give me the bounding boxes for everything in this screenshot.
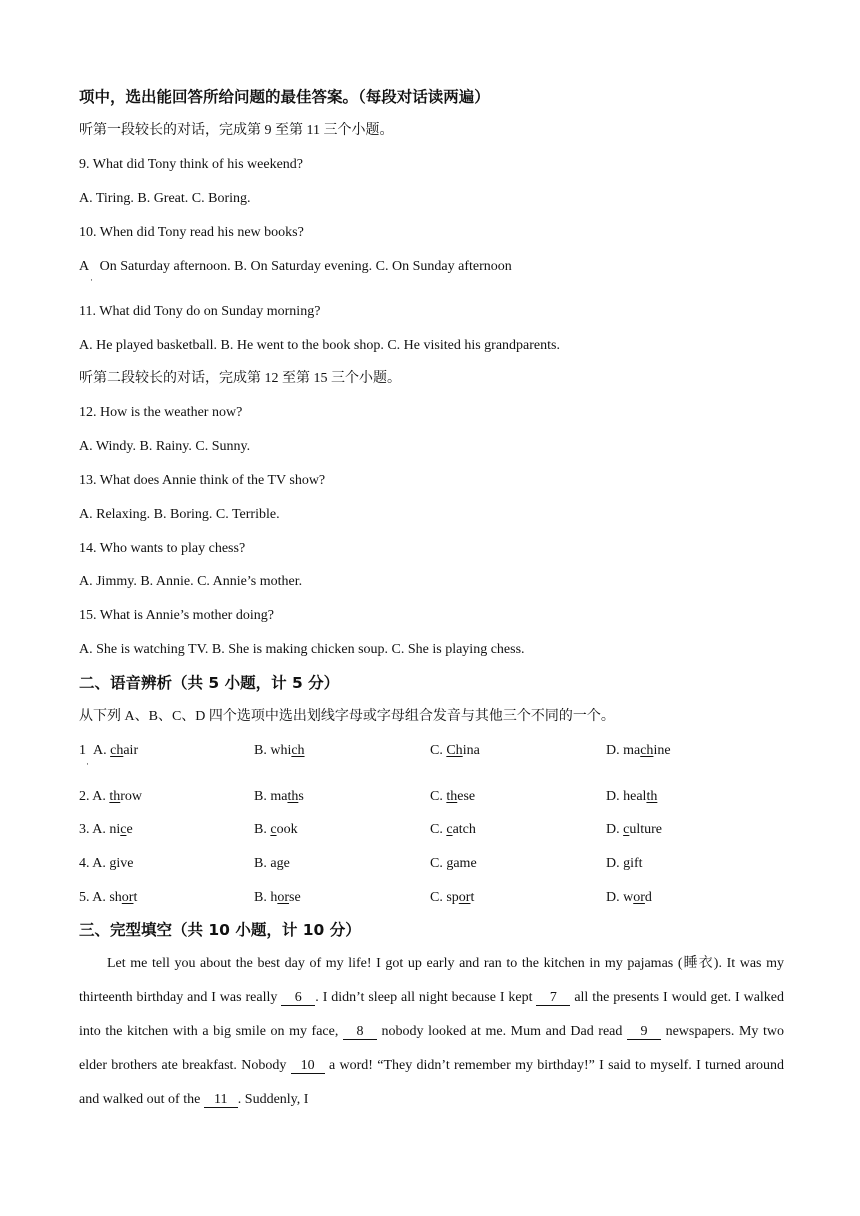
phonetic-row-5-a: 5. A. short (79, 890, 138, 905)
options-15: A. She is watching TV. B. She is making chicken soup. C. She is playing chess. (79, 642, 525, 657)
options-9: A. Tiring. B. Great. C. Boring. (79, 191, 251, 206)
phonetic-row-4-b: B. age (254, 856, 290, 871)
phonetic-row-5-b: B. horse (254, 890, 301, 905)
question-10: 10. When did Tony read his new books? (79, 225, 304, 240)
blank-9[interactable]: 9 (627, 1025, 661, 1040)
question-11: 11. What did Tony do on Sunday morning? (79, 304, 321, 319)
options-12: A. Windy. B. Rainy. C. Sunny. (79, 439, 251, 454)
options-11: A. He played basketball. B. He went to the book shop. C. He visited his grandparents. (79, 338, 560, 353)
blank-10[interactable]: 10 (291, 1059, 325, 1074)
section2-title: 二、语音辨析（共 5 小题，计 5 分） (79, 674, 340, 692)
options-13: A. Relaxing. B. Boring. C. Terrible. (79, 507, 280, 522)
phonetic-row-2-b: B. maths (254, 789, 304, 804)
question-12: 12. How is the weather now? (79, 405, 243, 420)
phonetic-row-3-b: B. cook (254, 822, 298, 837)
options-14: A. Jimmy. B. Annie. C. Annie’s mother. (79, 574, 303, 589)
question-9: 9. What did Tony think of his weekend? (79, 157, 304, 172)
phonetic-row-3-a: 3. A. nice (79, 822, 133, 837)
phonetic-row-5-d: D. word (606, 890, 652, 905)
blank-8[interactable]: 8 (343, 1025, 377, 1040)
question-14: 14. Who wants to play chess? (79, 541, 246, 556)
question-13: 13. What does Annie think of the TV show? (79, 473, 326, 488)
dialog2-intro: 听第二段较长的对话，完成第 12 至第 15 三个小题。 (79, 371, 401, 386)
phonetic-row-4-c: C. game (430, 856, 477, 871)
phonetic-row-1-d: D. machine (606, 743, 671, 758)
dialog1-intro: 听第一段较长的对话，完成第 9 至第 11 三个小题。 (79, 123, 394, 138)
section2-instruction: 从下列 A、B、C、D 四个选项中选出划线字母或字母组合发音与其他三个不同的一个。 (79, 709, 615, 724)
phonetic-row-2-c: C. these (430, 789, 476, 804)
phonetic-row-1-b: B. which (254, 743, 305, 758)
blank-7[interactable]: 7 (536, 991, 570, 1006)
option-prefix: A (79, 259, 90, 274)
dot-mark: · (86, 759, 89, 769)
phonetic-row-4-a: 4. A. give (79, 856, 134, 871)
phonetic-row-3-d: D. culture (606, 822, 662, 837)
phonetic-row-1-c: C. China (430, 743, 480, 758)
blank-6[interactable]: 6 (281, 991, 315, 1006)
section1-instruction: 项中，选出能回答所给问题的最佳答案。（每段对话读两遍） (79, 88, 490, 106)
phonetic-row-3-c: C. catch (430, 822, 476, 837)
dot-mark: · (90, 275, 93, 285)
phonetic-row-2-d: D. health (606, 789, 658, 804)
phonetic-row-4-d: D. gift (606, 856, 643, 871)
cloze-passage: Let me tell you about the best day of my life! I got up early and ran to the kitchen in my pajamas (睡衣). It was my thirteenth birthday and I was really 6 . I didn’t sleep all night because I kept 7 all the presents I would get. I walked into the kitchen with a big smile on my face, 8 nobody looked at me. Mum and Dad read 9 newspapers. My two elder brothers ate breakfast. Nobody 10 a word! “They didn’t remember my birthday!” I said to myself. I turned around and walked out of the 11 . Suddenly, I (79, 956, 785, 1107)
options-10 (79, 258, 512, 276)
option-text: On Saturday afternoon. B. On Saturday evening. C. On Sunday afternoon (99, 259, 512, 274)
phonetic-row-2-a: 2. A. throw (79, 789, 143, 804)
blank-11[interactable]: 11 (204, 1093, 238, 1108)
question-15: 15. What is Annie’s mother doing? (79, 608, 274, 623)
phonetic-row-1-a: 1 A. chair (79, 743, 139, 758)
section3-title: 三、完型填空（共 10 小题，计 10 分） (79, 921, 361, 939)
phonetic-row-5-c: C. sport (430, 890, 475, 905)
